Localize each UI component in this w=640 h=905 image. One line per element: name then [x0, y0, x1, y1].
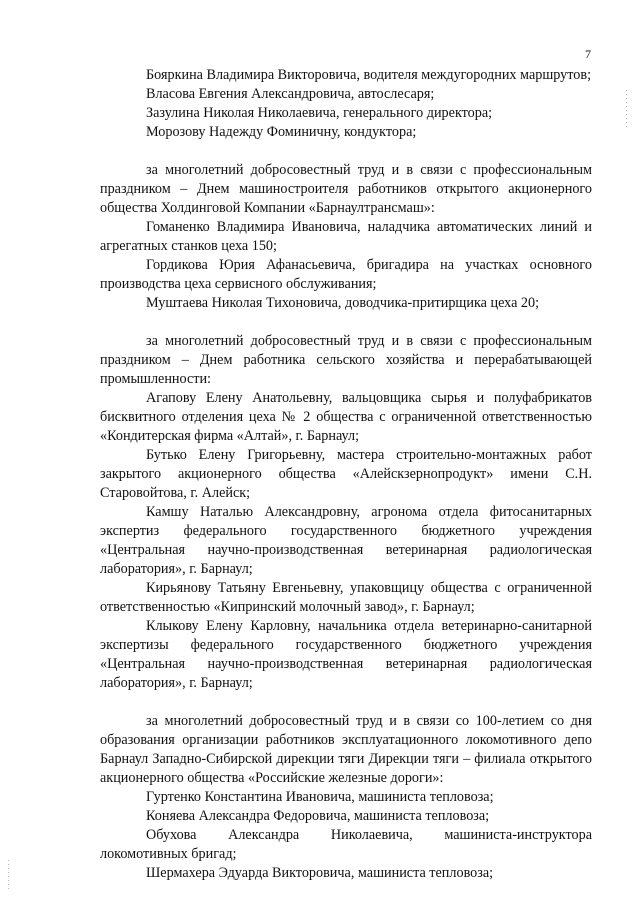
awardee-paragraph: Зазулина Николая Николаевича, генерального директора; [146, 105, 493, 121]
page-number: 7 [585, 47, 591, 61]
awardee-paragraph: Коняева Александра Федоровича, машиниста тепловоза; [146, 808, 490, 824]
awardee-paragraph: Гуртенко Константина Ивановича, машиниста тепловоза; [146, 789, 494, 805]
paragraph-gap [100, 693, 592, 712]
awardee-paragraph: Власова Евгения Александровича, автослесаря; [146, 86, 435, 102]
paragraph-gap [100, 142, 592, 161]
award-reason-paragraph: за многолетний добросовестный труд и в связи с профессиональным праздником – Днем работника сельского хозяйства и перерабатывающей промышленности: [100, 333, 592, 387]
scan-edge-mark [8, 860, 9, 890]
scan-edge-mark [626, 90, 627, 130]
awardee-paragraph: Шермахера Эдуарда Викторовича, машиниста тепловоза; [146, 865, 494, 881]
awardee-paragraph: Бояркина Владимира Викторовича, водителя междугородних маршрутов; [146, 67, 592, 83]
awardee-paragraph: Клыкову Елену Карловну, начальника отдела ветеринарно-санитарной экспертизы федерального государственного бюджетного учреждения «Центральная научно-производственная ветеринарная радиологическая лаборатория», г. Барнаул; [100, 618, 592, 691]
awardee-paragraph: Гордикова Юрия Афанасьевича, бригадира на участках основного производства цеха сервисного обслуживания; [100, 257, 592, 292]
award-reason-paragraph: за многолетний добросовестный труд и в связи со 100-летием со дня образования организации работников эксплуатационного локомотивного депо Барнаул Западно-Сибирской дирекции тяги Дирекции тяги – филиала открытого акционерного общества «Российские железные дороги»: [100, 713, 592, 786]
document-body [100, 66, 592, 883]
awardee-paragraph: Обухова Александра Николаевича, машиниста-инструктора локомотивных бригад; [100, 827, 592, 862]
awardee-paragraph: Муштаева Николая Тихоновича, доводчика-притирщика цеха 20; [146, 295, 540, 311]
awardee-paragraph: Агапову Елену Анатольевну, вальцовщика сырья и полуфабрикатов бисквитного отделения цеха № 2 общества с ограниченной ответственностью «Кондитерская фирма «Алтай», г. Барнаул; [100, 390, 592, 444]
awardee-paragraph: Бутько Елену Григорьевну, мастера строительно-монтажных работ закрытого акционерного общества «Алейскзернопродукт» имени С.Н. Старовойтова, г. Алейск; [100, 447, 592, 501]
awardee-paragraph: Кирьянову Татьяну Евгеньевну, упаковщицу общества с ограниченной ответственностью «Кипринский молочный завод», г. Барнаул; [100, 580, 592, 615]
awardee-paragraph: Камшу Наталью Александровну, агронома отдела фитосанитарных экспертиз федерального государственного бюджетного учреждения «Центральная научно-производственная ветеринарная радиологическая лаборатория», г. Барнаул; [100, 504, 592, 577]
awardee-paragraph: Гоманенко Владимира Ивановича, наладчика автоматических линий и агрегатных станков цеха 150; [100, 219, 592, 254]
awardee-paragraph: Морозову Надежду Фоминичну, кондуктора; [146, 124, 417, 140]
paragraph-gap [100, 313, 592, 332]
award-reason-paragraph: за многолетний добросовестный труд и в связи с профессиональным праздником – Днем машиностроителя работников открытого акционерного общества Холдинговой Компании «Барнаултрансмаш»: [100, 162, 592, 216]
